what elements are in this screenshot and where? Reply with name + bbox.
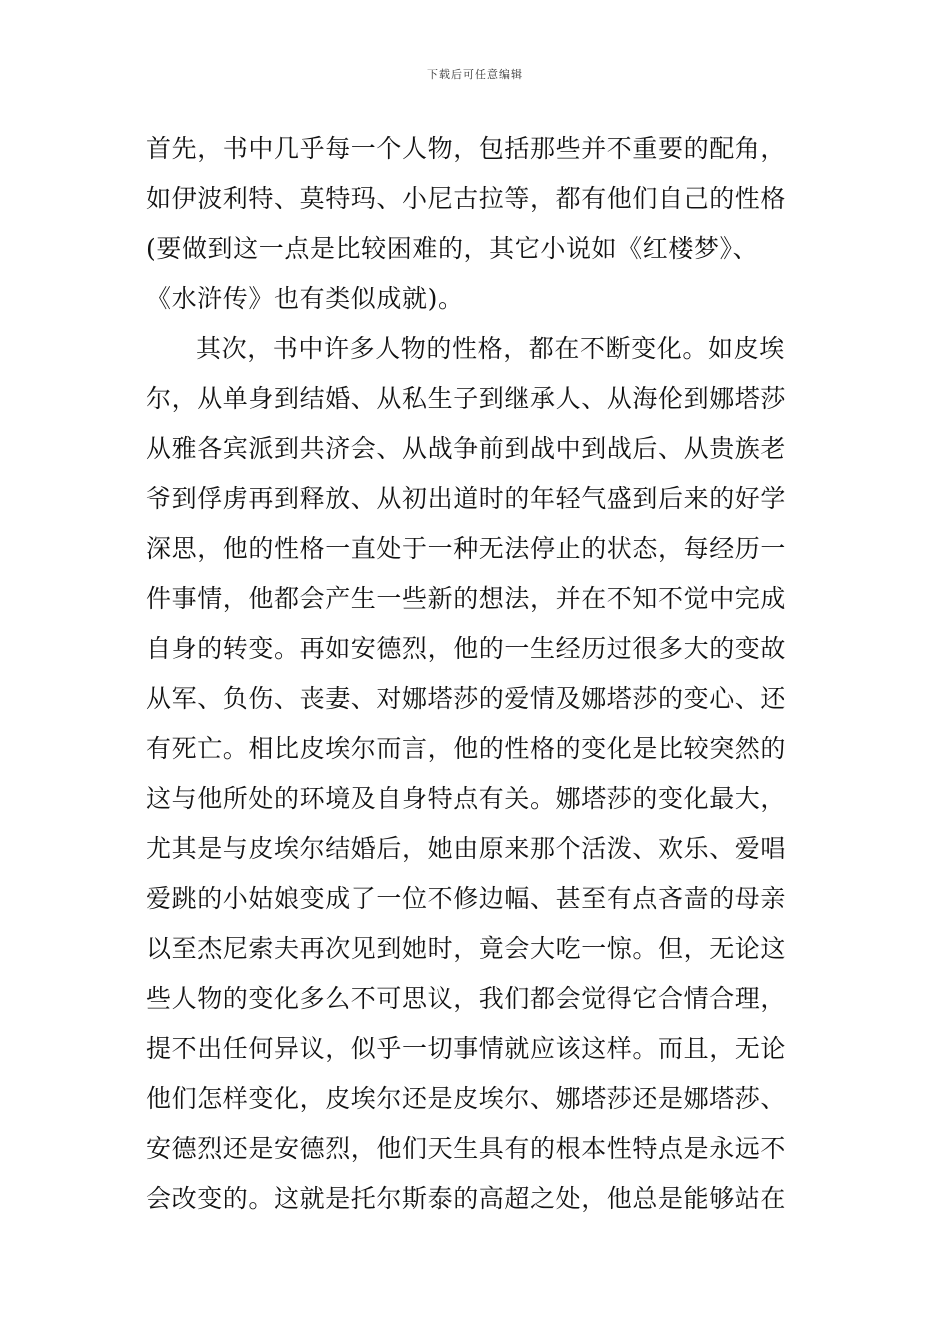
text-line: 深思，他的性格一直处于一种无法停止的状态，每经历一 bbox=[146, 534, 787, 563]
text-line: 爱跳的小姑娘变成了一位不修边幅、甚至有点吝啬的母亲 bbox=[146, 884, 787, 913]
text-line: 安德烈还是安德烈，他们天生具有的根本性特点是永远不 bbox=[146, 1134, 787, 1163]
text-line: 首先，书中几乎每一个人物，包括那些并不重要的配角， bbox=[146, 134, 787, 163]
text-line: 件事情，他都会产生一些新的想法，并在不知不觉中完成 bbox=[146, 584, 787, 613]
text-line: (要做到这一点是比较困难的，其它小说如《红楼梦》、 bbox=[146, 234, 759, 263]
text-line: 爷到俘虏再到释放、从初出道时的年轻气盛到后来的好学 bbox=[146, 484, 787, 513]
text-line: 自身的转变。再如安德烈，他的一生经历过很多大的变故 bbox=[146, 634, 787, 663]
text-line: 提不出任何异议，似乎一切事情就应该这样。而且，无论 bbox=[146, 1034, 787, 1063]
text-line: 有死亡。相比皮埃尔而言，他的性格的变化是比较突然的 bbox=[146, 734, 787, 763]
text-line: 会改变的。这就是托尔斯泰的高超之处，他总是能够站在 bbox=[146, 1184, 787, 1213]
text-line: 尔，从单身到结婚、从私生子到继承人、从海伦到娜塔莎 bbox=[146, 384, 787, 413]
body-text bbox=[146, 124, 811, 1224]
text-line: 《水浒传》也有类似成就)。 bbox=[146, 284, 464, 313]
text-line: 其次，书中许多人物的性格，都在不断变化。如皮埃 bbox=[196, 334, 785, 363]
text-line: 些人物的变化多么不可思议，我们都会觉得它合情合理， bbox=[146, 984, 787, 1013]
text-line: 如伊波利特、莫特玛、小尼古拉等，都有他们自己的性格 bbox=[146, 184, 787, 213]
paragraph-1 bbox=[146, 124, 811, 324]
text-line: 从雅各宾派到共济会、从战争前到战中到战后、从贵族老 bbox=[146, 434, 787, 463]
text-line: 从军、负伤、丧妻、对娜塔莎的爱情及娜塔莎的变心、还 bbox=[146, 684, 787, 713]
text-line: 尤其是与皮埃尔结婚后，她由原来那个活泼、欢乐、爱唱 bbox=[146, 834, 787, 863]
page-header: 下载后可任意编辑 bbox=[427, 68, 523, 81]
text-line: 他们怎样变化，皮埃尔还是皮埃尔、娜塔莎还是娜塔莎、 bbox=[146, 1084, 787, 1113]
text-line: 这与他所处的环境及自身特点有关。娜塔莎的变化最大， bbox=[146, 784, 787, 813]
text-line: 以至杰尼索夫再次见到她时，竟会大吃一惊。但，无论这 bbox=[146, 934, 787, 963]
paragraph-2 bbox=[146, 324, 811, 1224]
